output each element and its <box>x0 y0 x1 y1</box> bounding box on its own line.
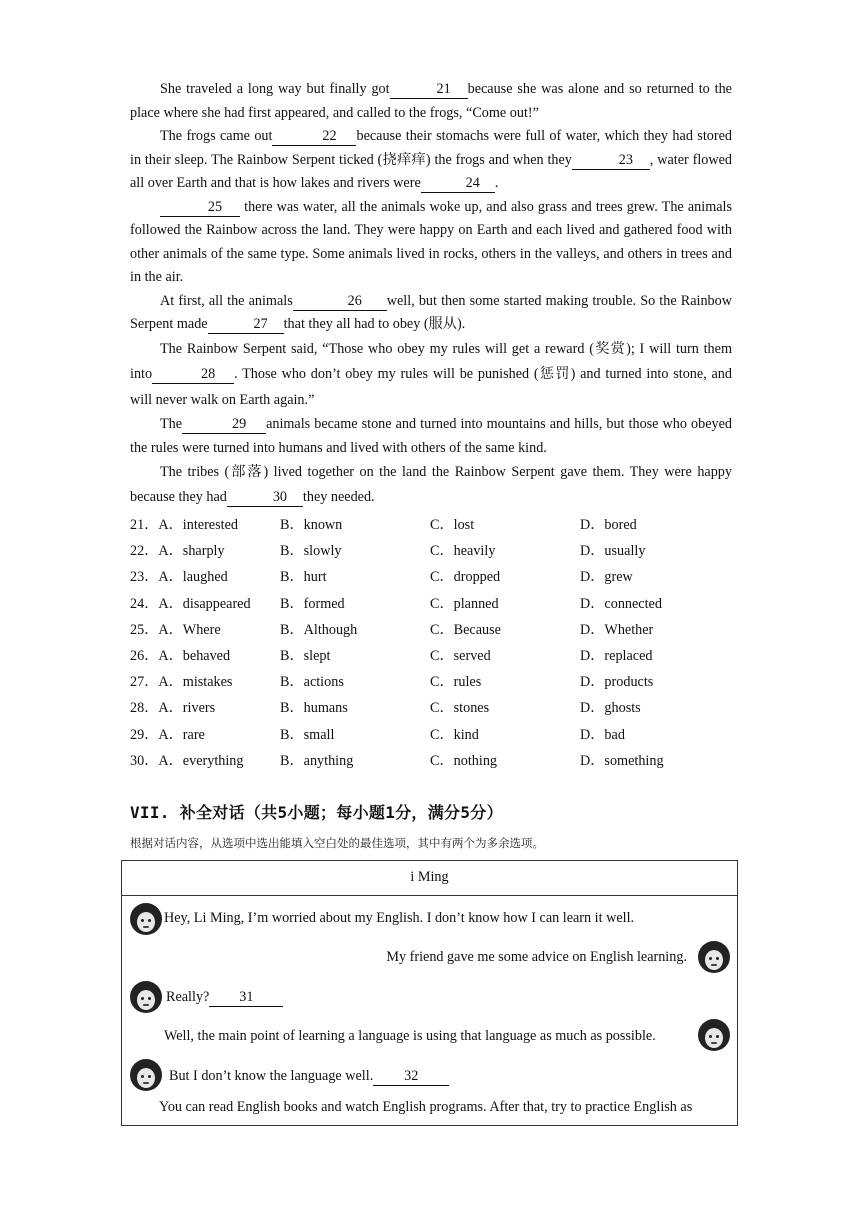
options-list <box>130 514 732 776</box>
blank-25: 25 <box>160 199 240 217</box>
option-d: D．products <box>580 674 654 691</box>
blank-21: 21 <box>390 81 468 99</box>
text: they needed. <box>302 489 375 505</box>
option-b: B．slept <box>280 647 331 664</box>
option-row-29 <box>130 724 732 750</box>
option-d: D．bored <box>580 517 637 533</box>
option-b: B．slowly <box>280 543 342 560</box>
option-d: D．ghosts <box>580 700 641 717</box>
text: . <box>494 175 499 191</box>
option-c: C．dropped <box>430 569 501 586</box>
option-d: D．bad <box>580 726 625 743</box>
text: animals became stone and turned into mountains and hills, but those who obeyed the rules were turned into humans and lived with others of the same kind. <box>130 416 732 456</box>
text: . Those who don’t obey my rules will be punished (惩罚) and turned into stone, and will never walk on Earth again.” <box>130 366 732 408</box>
option-d: D．grew <box>580 569 633 586</box>
blank-23: 23 <box>572 152 650 170</box>
dialog-header: i Ming <box>122 861 737 896</box>
option-c: C．kind <box>430 726 479 743</box>
option-c: C．served <box>430 647 491 664</box>
speaker-a-avatar-icon <box>130 903 162 935</box>
option-d: D．connected <box>580 595 662 612</box>
option-c: C．nothing <box>430 752 498 769</box>
speaker-a-avatar-icon <box>130 981 162 1013</box>
text: that they all had to obey (服从). <box>283 316 466 332</box>
paragraph-2 <box>130 125 732 196</box>
text: She traveled a long way but finally got <box>160 81 390 97</box>
option-a: 27．A．mistakes <box>130 674 233 691</box>
blank-31: 31 <box>209 989 283 1007</box>
option-b: B．humans <box>280 700 348 717</box>
option-b: B．hurt <box>280 569 327 586</box>
section-instruction: 根据对话内容，从选项中选出能填入空白处的最佳选项，其中有两个为多余选项。 <box>130 836 544 850</box>
option-b: B．Although <box>280 621 358 638</box>
text: there was water, all the animals woke up, and also grass and trees grew. The animals followed the Rainbow across the land. They were happy on Earth and each lived and gathered food with other animals of the same type. Some animals lived in rocks, others in the valleys, and others in trees and in the air. <box>130 198 732 285</box>
paragraph-1 <box>130 78 732 125</box>
dialog-line-3 <box>166 989 283 1007</box>
option-a: 28．A．rivers <box>130 700 216 717</box>
paragraph-7 <box>130 460 732 510</box>
option-a: 22．A．sharply <box>130 543 225 560</box>
option-a: 23．A．laughed <box>130 569 228 586</box>
text: well, but then some started making trouble. So the Rainbow Serpent made <box>130 292 732 332</box>
option-row-27 <box>130 671 732 697</box>
option-c: C．heavily <box>430 543 496 560</box>
option-d: D．usually <box>580 543 646 560</box>
section-title: VII. 补全对话（共5小题；每小题1分，满分5分） <box>130 803 503 822</box>
option-c: C．Because <box>430 621 501 638</box>
dialog-line-1: Hey, Li Ming, I’m worried about my English. I don’t know how I can learn it well. <box>164 910 635 926</box>
option-c: C．lost <box>430 517 475 533</box>
option-c: C．stones <box>430 700 490 717</box>
option-b: B．small <box>280 726 335 743</box>
paragraph-4 <box>130 290 732 337</box>
speaker-a-avatar-icon <box>130 1059 162 1091</box>
paragraph-6 <box>130 413 732 460</box>
text: The <box>160 416 183 432</box>
text: But I don’t know the language well. <box>169 1068 374 1084</box>
option-b: B．formed <box>280 595 345 612</box>
blank-22: 22 <box>272 128 356 146</box>
option-c: C．planned <box>430 595 499 612</box>
text: , water flowed all over Earth and that is how lakes and rivers were <box>130 151 732 191</box>
text: because she was alone and so returned to the place where she had first appeared, and called to the frogs, “Come out!” <box>130 81 732 121</box>
option-row-25 <box>130 619 732 645</box>
option-row-28 <box>130 697 732 723</box>
option-row-22 <box>130 540 732 566</box>
option-d: D．Whether <box>580 621 654 638</box>
option-d: D．something <box>580 752 664 769</box>
option-row-24 <box>130 593 732 619</box>
speaker-b-avatar-icon <box>698 1019 730 1051</box>
option-a: 30．A．everything <box>130 752 244 769</box>
paragraph-5 <box>130 337 732 414</box>
option-a: 29．A．rare <box>130 726 205 743</box>
option-a: 24．A．disappeared <box>130 595 251 612</box>
dialog-line-2: My friend gave me some advice on English learning. <box>386 949 687 965</box>
option-c: C．rules <box>430 674 482 691</box>
option-a: 25．A．Where <box>130 621 221 638</box>
option-row-26 <box>130 645 732 671</box>
speaker-b-avatar-icon <box>698 941 730 973</box>
blank-24: 24 <box>421 175 495 193</box>
blank-30: 30 <box>227 489 303 507</box>
dialog-box <box>121 860 738 1126</box>
text: At first, all the animals <box>160 292 293 309</box>
dialog-line-5 <box>169 1068 449 1086</box>
blank-29: 29 <box>182 416 266 434</box>
text: The frogs came out <box>160 128 273 144</box>
blank-27: 27 <box>208 316 284 334</box>
blank-26: 26 <box>293 293 387 311</box>
text: The Rainbow Serpent said, “Those who obey my rules will get a reward (奖赏); I will turn them into <box>130 340 732 382</box>
option-a: 21．A．interested <box>130 517 238 533</box>
option-row-23 <box>130 566 732 592</box>
dialog-line-6: You can read English books and watch English programs. After that, try to practice English as <box>159 1099 693 1115</box>
option-b: B．anything <box>280 752 354 769</box>
option-row-21 <box>130 514 732 540</box>
text: Really? <box>166 989 210 1005</box>
blank-32: 32 <box>373 1068 449 1086</box>
option-a: 26．A．behaved <box>130 647 231 664</box>
text: The tribes (部落) lived together on the land the Rainbow Serpent gave them. They were happy because they had <box>130 464 732 505</box>
option-b: B．known <box>280 517 343 533</box>
paragraph-3 <box>130 196 732 290</box>
blank-28: 28 <box>152 366 234 384</box>
reading-passage <box>130 78 732 776</box>
text: because their stomachs were full of water, which they had stored in their sleep. The Rainbow Serpent ticked (挠痒痒) the frogs and when they <box>130 128 732 168</box>
option-b: B．actions <box>280 674 344 691</box>
option-d: D．replaced <box>580 647 653 664</box>
option-row-30 <box>130 750 732 776</box>
dialog-line-4: Well, the main point of learning a language is using that language as much as possible. <box>164 1028 656 1044</box>
